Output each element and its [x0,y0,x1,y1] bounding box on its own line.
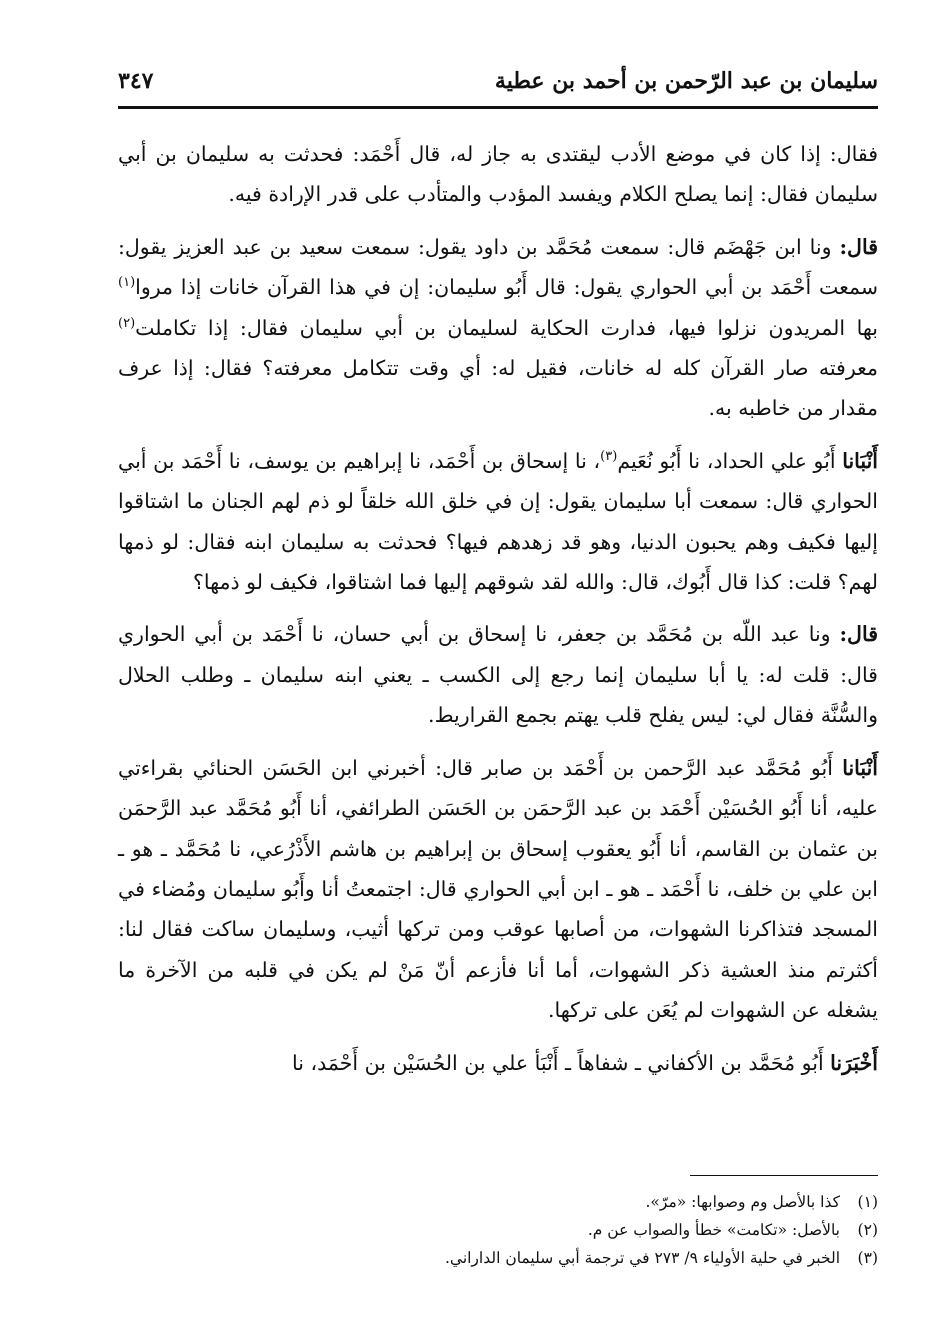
paragraph-lead: قال: [839,622,878,647]
paragraph-2: قال: ونا ابن جَهْضَم قال: سمعت مُحَمَّد بن داود يقول: سمعت سعيد بن عبد العزيز يقول: سمعت أَحْمَد بن أبي الحواري يقول: قال أَبُو سليمان: إن في هذا القرآن خانات إذا مروا$^{(١)}$ بها المريدون نزلوا فيها، فدارت الحكاية لسليمان بن أبي سليمان فقال: إذا تكاملت$^{(٢)}$ معرفته صار القرآن كله له خانات، فقيل له: أي وقت تتكامل معرفته؟ فقال: إذا عرف مقدار من خاطبه به. [118,234,878,421]
footnote-number: (٣) [857,1249,878,1267]
paragraph-1: فقال: إذا كان في موضع الأدب ليقتدى به جاز له، قال أَحْمَد: فحدثت به سليمان بن أبي سليمان فقال: إنما يصلح الكلام ويفسد المؤدب والمتأدب على قدر الإرادة فيه. [118,142,878,207]
paragraph-5: أَنْبَانا أَبُو مُحَمَّد عبد الرَّحمن بن أَحْمَد بن صابر قال: أخبرني ابن الحَسَن الحنائي بقراءتي عليه، أنا أَبُو الحُسَيْن أَحْمَد بن عبد الرَّحمَن بن الحَسَن الطرائفي، أنا أَبُو مُحَمَّد عبد الرَّحمَن بن عثمان بن القاسم، أنا أَبُو يعقوب إسحاق بن إبراهيم بن هاشم الأَذْرُعي، نا مُحَمَّد ـ هو ـ ابن علي بن خلف، نا أَحْمَد ـ هو ـ ابن أبي الحواري قال: اجتمعتُ أنا وأَبُو سليمان ومُضاء في المسجد فتذاكرنا الشهوات، من أصابها عوقب ومن تركها أثيب، وسليمان ساكت فقال لنا: أكثرتم منذ العشية ذكر الشهوات، أما أنا فأزعم أنّ مَنْ لم يكن في قلبه من الآخرة ما يشغله عن الشهوات لم يُعَن على تركها. [118,755,878,1023]
paragraph-4: قال: ونا عبد اللّه بن مُحَمَّد بن جعفر، نا إسحاق بن أبي حسان، نا أَحْمَد بن أبي الحواري قال: قلت له: يا أبا سليمان إنما رجع إلى الكسب ـ يعني ابنه سليمان ـ وطلب الحلال والسُّنَّة فقال لي: ليس يفلح قلب يهتم بجمع القراريط. [118,622,878,728]
footnote-rule [690,1175,878,1176]
footnote-2 [118,1216,878,1244]
paragraph-6: أَخْبَرَنا أَبُو مُحَمَّد بن الأكفاني ـ شفاهاً ـ أَنْبَأ علي بن الحُسَيْن بن أَحْمَد، نا [292,1050,878,1075]
running-title: سليمان بن عبد الرّحمن بن أحمد بن عطية [494,68,878,94]
paragraph-lead: أَنْبَانا [842,755,878,780]
footnote-3 [118,1244,878,1272]
footnote-1 [118,1188,878,1216]
footnote-ref-3[interactable]: (٣) [600,449,618,465]
footnote-number: (٢) [857,1221,878,1239]
paragraph-lead: قال: [839,234,878,259]
page-number: ٣٤٧ [118,68,154,94]
paragraph-lead: أَخْبَرَنا [830,1050,878,1075]
footnote-text: كذا بالأصل وم وصوابها: «مرّ». [645,1193,840,1211]
paragraph-lead: أَنْبَانا [842,448,878,473]
footnotes [118,1188,878,1272]
footnote-ref-1[interactable]: (١) [118,275,136,291]
paragraph-3: أَنْبَانا أَبُو علي الحداد، نا أَبُو نُعَيم$^{(٣)}$، نا إسحاق بن أَحْمَد، نا إبراهيم بن يوسف، نا أَحْمَد بن أبي الحواري قال: سمعت أبا سليمان يقول: إن في خلق الله خلقاً لو ذم لهم الجنان ما اشتاقوا إليها فكيف وهم يحبون الدنيا، وهو قد زهدهم فيها؟ فحدثت به سليمان ابنه فقال: لو ذمها لهم؟ قلت: كذا قال أَبُوك، قال: والله لقد شوقهم إليها فما اشتاقوا، فكيف لو ذمها؟ [118,448,878,595]
footnote-text: الخبر في حلية الأولياء ٩/ ٢٧٣ في ترجمة أبي سليمان الداراني. [444,1249,840,1267]
footnote-text: بالأصل: «تكامت» خطأ والصواب عن م. [587,1221,840,1239]
footnote-number: (١) [857,1193,878,1211]
page-header [118,62,878,106]
header-rule [118,106,878,109]
main-text [118,134,878,1095]
footnote-ref-2[interactable]: (٢) [118,315,136,331]
